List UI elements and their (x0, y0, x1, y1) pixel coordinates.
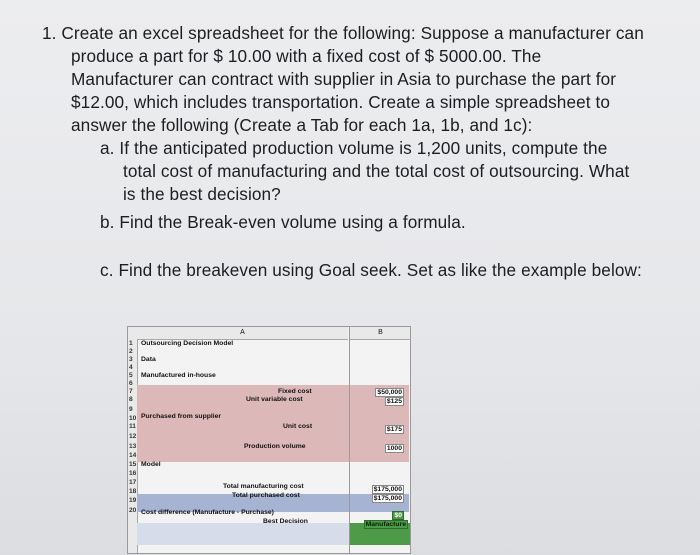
unit-variable-cost-label: Unit variable cost (246, 396, 303, 403)
production-volume-value: 1000 (386, 445, 402, 452)
difference-band (137, 523, 349, 545)
total-manufacturing-label: Total manufacturing cost (223, 483, 304, 490)
row-num: 11 (129, 423, 136, 430)
unit-cost-value: $175 (386, 426, 402, 433)
part-a-line-3: is the best decision? (123, 184, 281, 204)
row-num: 6 (129, 380, 133, 387)
row-num: 20 (129, 507, 137, 514)
problem-line-5: answer the following (Create a Tab for each 1a, 1b, and 1c): (71, 115, 533, 135)
production-volume-label: Production volume (244, 443, 306, 450)
row-num: 2 (129, 348, 133, 355)
column-header-a: A (137, 327, 348, 340)
row-num: 10 (129, 415, 137, 422)
row-num: 16 (129, 470, 137, 477)
fixed-cost-label: Fixed cost (278, 388, 312, 395)
cost-difference-value: $0 (394, 512, 402, 519)
fixed-cost-value: $50,000 (377, 389, 402, 396)
manufactured-label: Manufactured in-house (141, 372, 216, 379)
data-label: Data (141, 356, 156, 363)
row-num: 8 (129, 396, 133, 403)
model-title: Outsourcing Decision Model (141, 340, 234, 347)
column-header-b: B (349, 327, 411, 340)
row-num: 12 (129, 433, 137, 440)
row-num: 4 (129, 364, 133, 371)
total-purchased-value: $175,000 (373, 495, 402, 502)
row-num: 3 (129, 356, 133, 363)
problem-line-2: produce a part for $ 10.00 with a fixed cost of $ 5000.00. The (71, 46, 542, 66)
purchased-label: Purchased from supplier (141, 413, 222, 420)
spreadsheet-example (127, 326, 411, 554)
row-num: 7 (129, 388, 133, 395)
row-num: 5 (129, 372, 133, 379)
row-num: 13 (129, 443, 137, 450)
part-b-line: b. Find the Break-even volume using a formula. (100, 212, 466, 232)
best-decision-value: Manufacture (365, 521, 406, 528)
problem-line-3: Manufacturer can contract with supplier in Asia to purchase the part for (71, 69, 617, 89)
unit-variable-cost-value: $125 (386, 398, 402, 405)
row-num: 1 (129, 340, 133, 347)
row-num: 18 (129, 488, 137, 495)
cost-difference-label: Cost difference (Manufacture - Purchase) (141, 509, 274, 516)
part-a-line-1: a. If the anticipated production volume is 1,200 units, compute the (100, 138, 608, 158)
row-num: 19 (129, 497, 137, 504)
row-num: 17 (129, 479, 137, 486)
part-a-line-2: total cost of manufacturing and the total cost of outsourcing. What (123, 161, 630, 181)
unit-cost-label: Unit cost (283, 423, 313, 430)
row-num: 14 (129, 452, 137, 459)
part-c-line: c. Find the breakeven using Goal seek. Set as like the example below: (100, 260, 642, 280)
problem-line-4: $12.00, which includes transportation. Create a simple spreadsheet to (71, 92, 611, 112)
best-decision-label: Best Decision (263, 518, 308, 525)
model-label: Model (141, 461, 161, 468)
total-manufacturing-value: $175,000 (373, 486, 402, 493)
row-num: 15 (129, 461, 137, 468)
total-purchased-label: Total purchased cost (232, 492, 300, 499)
problem-line-1: 1. Create an excel spreadsheet for the following: Suppose a manufacturer can (42, 23, 644, 43)
row-num: 9 (129, 406, 133, 413)
